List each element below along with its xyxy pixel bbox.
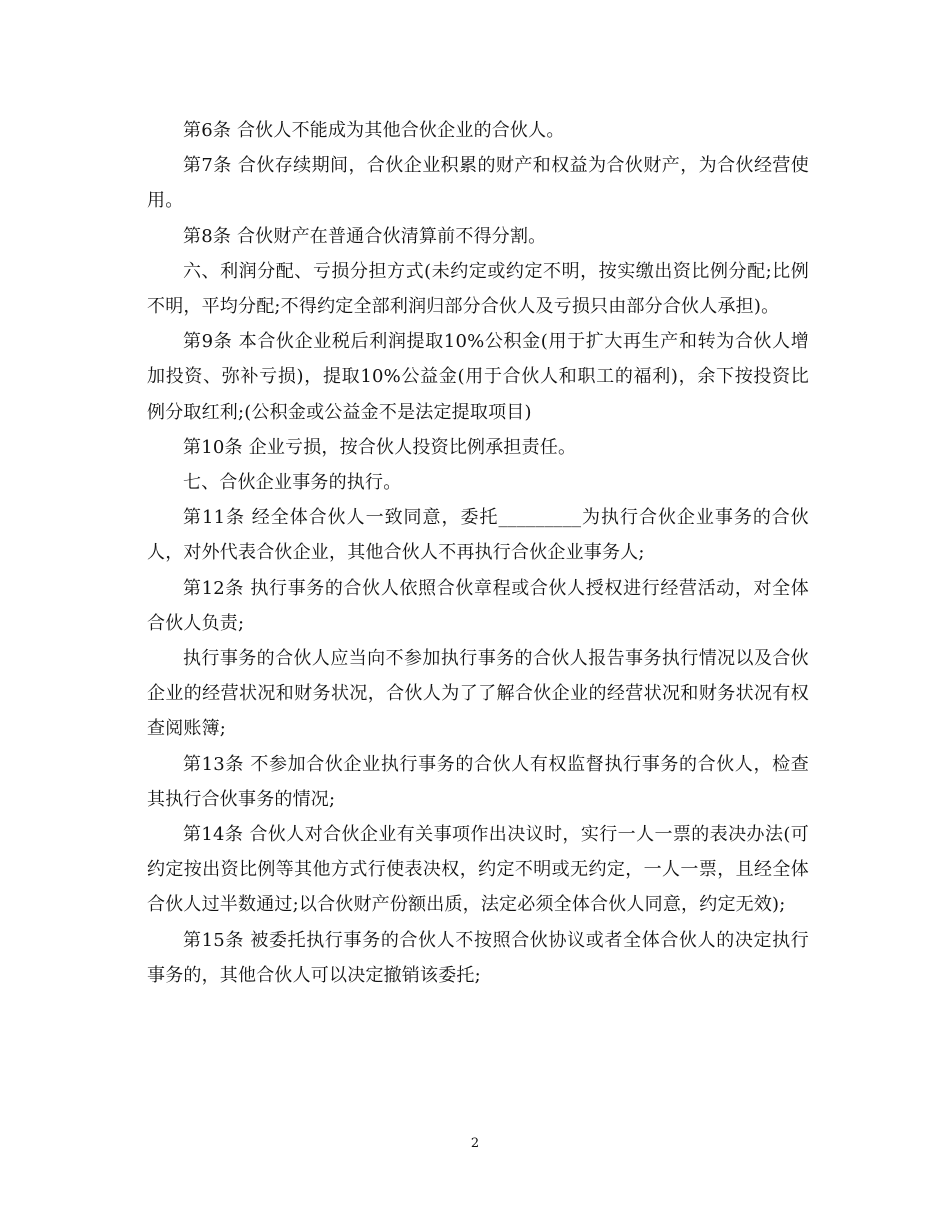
- page-number: 2: [470, 1136, 480, 1151]
- paragraph-reporting-duty: 执行事务的合伙人应当向不参加执行事务的合伙人报告事务执行情况以及合伙企业的经营状况和财务状况，合伙人为了了解合伙企业的经营状况和财务状况有权查阅账簿;: [147, 648, 809, 740]
- section-heading-profit-distribution: 六、利润分配、亏损分担方式(未约定或约定不明，按实缴出资比例分配;比例不明，平均分配;不得约定全部利润归部分合伙人及亏损只由部分合伙人承担)。: [147, 260, 809, 318]
- document-body: [147, 113, 809, 993]
- paragraph-article-9: 第9条 本合伙企业税后利润提取10%公积金(用于扩大再生产和转为合伙人增加投资、弥补亏损)，提取10%公益金(用于合伙人和职工的福利)，余下按投资比例分取红利;(公积金或公益金不是法定提取项目): [147, 331, 809, 423]
- paragraph-article-10: 第10条 企业亏损，按合伙人投资比例承担责任。: [183, 436, 577, 458]
- paragraph-article-15: 第15条 被委托执行事务的合伙人不按照合伙协议或者全体合伙人的决定执行事务的，其他合伙人可以决定撤销该委托;: [147, 929, 809, 986]
- paragraph-article-8: 第8条 合伙财产在普通合伙清算前不得分割。: [183, 225, 547, 247]
- paragraph-article-13: 第13条 不参加合伙企业执行事务的合伙人有权监督执行事务的合伙人，检查其执行合伙事务的情况;: [147, 753, 809, 810]
- paragraph-article-12: 第12条 执行事务的合伙人依照合伙章程或合伙人授权进行经营活动，对全体合伙人负责;: [147, 577, 809, 634]
- paragraph-article-6: 第6条 合伙人不能成为其他合伙企业的合伙人。: [183, 120, 565, 141]
- paragraph-article-11: 第11条 经全体合伙人一致同意，委托_________为执行合伙企业事务的合伙人，对外代表合伙企业，其他合伙人不再执行合伙企业事务人;: [147, 507, 809, 564]
- section-heading-affairs-execution: 七、合伙企业事务的执行。: [183, 472, 402, 494]
- paragraph-article-7: 第7条 合伙存续期间，合伙企业积累的财产和权益为合伙财产，为合伙经营使用。: [147, 155, 809, 212]
- paragraph-article-14: 第14条 合伙人对合伙企业有关事项作出决议时，实行一人一票的表决办法(可约定按出资比例等其他方式行使表决权，约定不明或无约定，一人一票，且经全体合伙人过半数通过;以合伙财产份额出质，法定必须全体合伙人同意，约定无效);: [147, 824, 809, 916]
